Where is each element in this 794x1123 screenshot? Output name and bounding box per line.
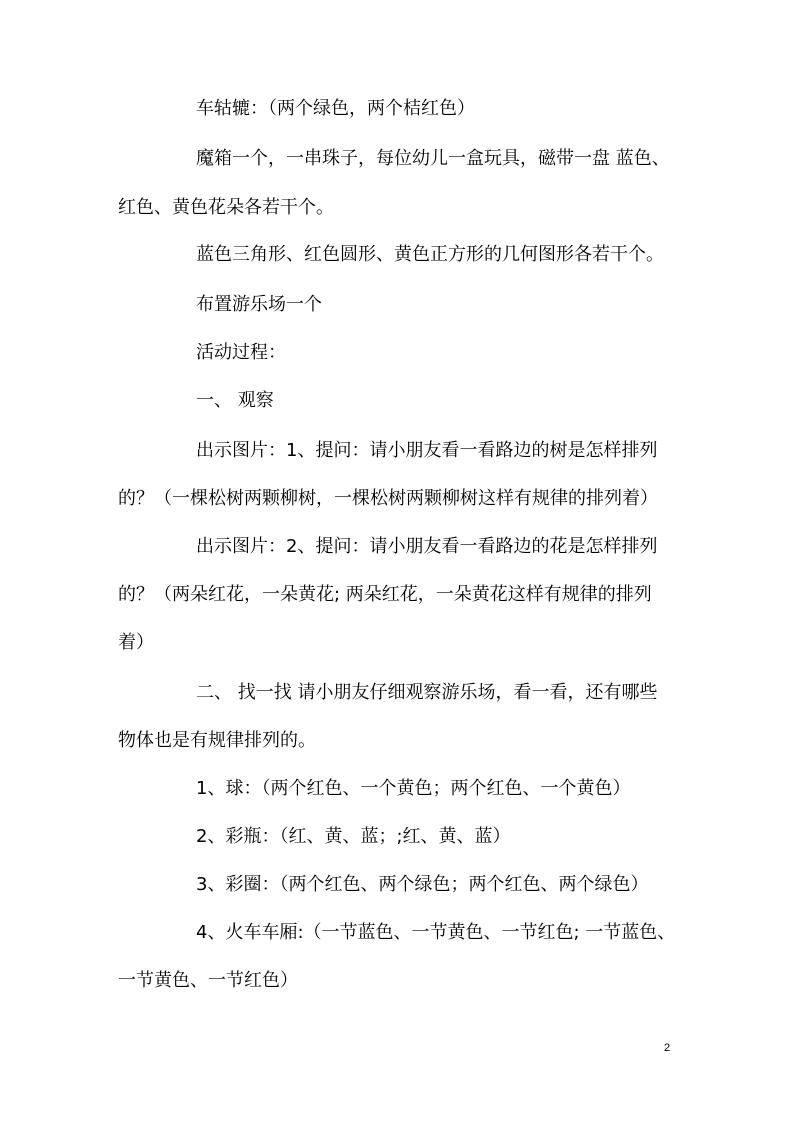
- text-line: 的？（两朵红花，一朵黄花; 两朵红花，一朵黄花这样有规律的排列: [118, 584, 652, 605]
- text-line: 蓝色三角形、红色圆形、黄色正方形的几何图形各若干个。: [196, 244, 664, 265]
- list-item: 1、球：（两个红色、一个黄色；两个红色、一个黄色）: [196, 778, 631, 799]
- text-line: 物体也是有规律排列的。: [118, 730, 316, 751]
- list-item: 4、火车车厢:（一节蓝色、一节黄色、一节红色; 一节蓝色、: [196, 922, 676, 943]
- text-line: 的？（一棵松树两颗柳树，一棵松树两颗柳树这样有规律的排列着）: [118, 488, 658, 509]
- text-line: 出示图片：2、提问：请小朋友看一看路边的花是怎样排列: [196, 536, 658, 557]
- section-heading: 一、 观察: [196, 390, 274, 411]
- text-line: 出示图片：1、提问：请小朋友看一看路边的树是怎样排列: [196, 440, 658, 461]
- text-line: 魔箱一个，一串珠子，每位幼儿一盒玩具，磁带一盘 蓝色、: [196, 148, 670, 169]
- text-line: 红色、黄色花朵各若干个。: [118, 197, 334, 218]
- text-line: 布置游乐场一个: [196, 294, 322, 315]
- text-line: 一节黄色、一节红色）: [118, 970, 298, 991]
- page-number: 2: [664, 1042, 671, 1054]
- list-item: 3、彩圈：（两个红色、两个绿色；两个红色、两个绿色）: [196, 874, 649, 895]
- list-item: 2、彩瓶：（红、黄、蓝；;红、黄、蓝）: [196, 826, 511, 847]
- text-line: 车轱辘：（两个绿色，两个桔红色）: [196, 98, 475, 119]
- text-line: 着）: [118, 632, 154, 653]
- section-heading: 二、 找一找 请小朋友仔细观察游乐场，看一看，还有哪些: [196, 682, 658, 703]
- section-heading: 活动过程：: [196, 342, 286, 363]
